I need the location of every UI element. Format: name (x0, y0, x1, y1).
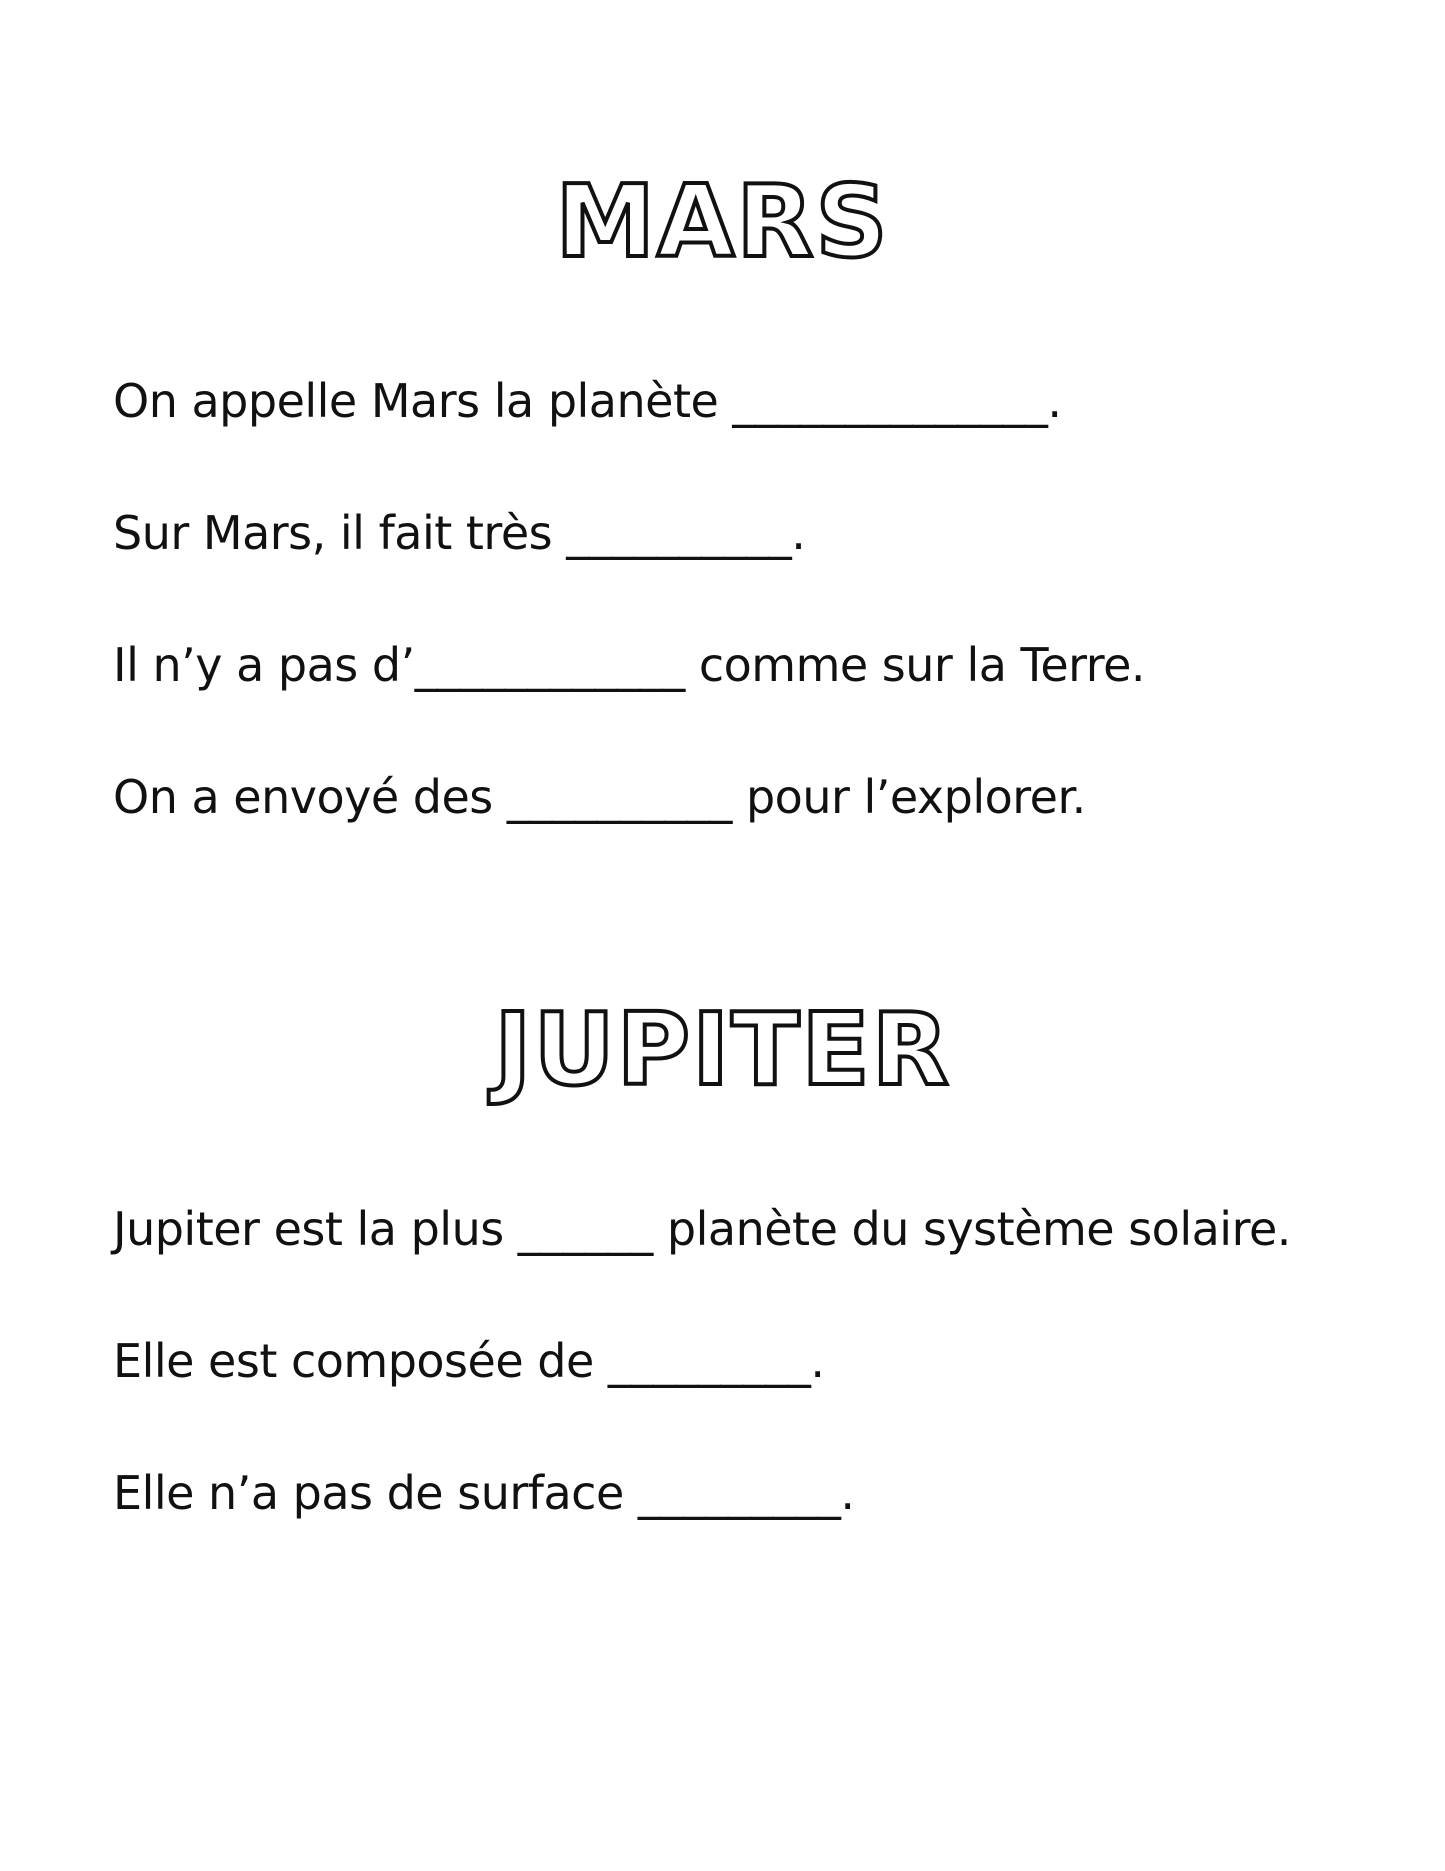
section-title-jupiter: JUPITER (494, 991, 951, 1108)
section-title-mars: MARS (555, 163, 890, 280)
jupiter-sentence-1: Jupiter est la plus ______ planète du système solaire. (113, 1202, 1291, 1256)
mars-sentence-1: On appelle Mars la planète ______________. (113, 374, 1062, 428)
jupiter-sentence-3: Elle n’a pas de surface _________. (113, 1466, 855, 1520)
mars-sentence-4: On a envoyé des __________ pour l’explorer. (113, 770, 1086, 824)
mars-sentence-3: Il n’y a pas d’____________ comme sur la Terre. (113, 638, 1146, 692)
mars-sentence-2: Sur Mars, il fait très __________. (113, 506, 806, 560)
jupiter-sentence-2: Elle est composée de _________. (113, 1334, 825, 1388)
